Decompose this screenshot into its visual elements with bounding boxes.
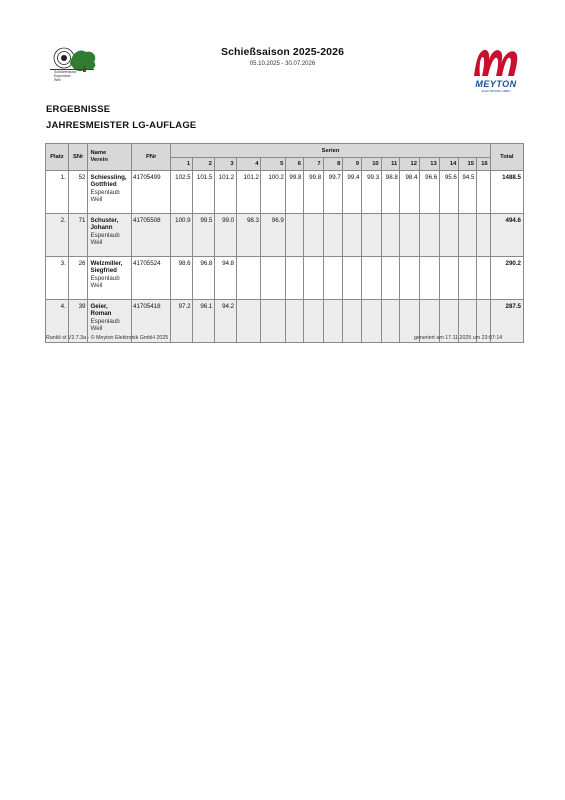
cell-series-score bbox=[476, 214, 490, 257]
shooter-lastname: Schiessling, bbox=[90, 174, 127, 181]
table-row bbox=[46, 257, 524, 300]
cell-series-score: 96.9 bbox=[261, 214, 286, 257]
brand-subtitle: ELEKTRONIK GMBH bbox=[481, 89, 511, 93]
col-header-pnr: PNr bbox=[132, 144, 171, 171]
tree-target-icon bbox=[46, 44, 102, 94]
cell-series-score bbox=[323, 257, 343, 300]
col-header-series-15: 15 bbox=[459, 158, 477, 171]
cell-snr: 71 bbox=[68, 214, 88, 257]
col-header-name-verein bbox=[88, 144, 132, 171]
cell-series-score: 99.0 bbox=[214, 214, 236, 257]
cell-series-score bbox=[381, 214, 400, 257]
shooter-lastname: Geier, bbox=[90, 303, 108, 310]
cell-series-score: 94.5 bbox=[459, 171, 477, 214]
cell-series-score bbox=[323, 300, 343, 343]
col-header-series-12: 12 bbox=[400, 158, 420, 171]
cell-series-score: 101.2 bbox=[214, 171, 236, 214]
cell-series-score: 96.6 bbox=[419, 171, 439, 214]
cell-series-score bbox=[343, 300, 362, 343]
cell-series-score: 97.2 bbox=[171, 300, 193, 343]
club-name: Espenlaub bbox=[90, 317, 120, 325]
club-logo bbox=[46, 44, 102, 94]
title-block bbox=[160, 46, 405, 67]
cell-series-score bbox=[303, 257, 323, 300]
cell-series-score: 102.5 bbox=[171, 171, 193, 214]
cell-snr: 52 bbox=[68, 171, 88, 214]
heading-results: ERGEBNISSE bbox=[46, 104, 111, 115]
col-header-serien: Serien bbox=[171, 144, 490, 158]
cell-series-score bbox=[361, 300, 381, 343]
cell-series-score bbox=[476, 171, 490, 214]
shooter-firstname: Gottfried bbox=[90, 181, 117, 189]
cell-series-score: 99.7 bbox=[323, 171, 343, 214]
col-header-series-2: 2 bbox=[193, 158, 215, 171]
cell-series-score: 95.6 bbox=[439, 171, 459, 214]
col-header-name: Name bbox=[90, 150, 107, 156]
cell-platz: 2. bbox=[46, 214, 69, 257]
cell-platz: 4. bbox=[46, 300, 69, 343]
cell-series-score: 100.2 bbox=[261, 171, 286, 214]
cell-series-score: 94.2 bbox=[214, 300, 236, 343]
cell-series-score: 101.5 bbox=[193, 171, 215, 214]
col-header-series-1: 1 bbox=[171, 158, 193, 171]
cell-series-score bbox=[361, 257, 381, 300]
cell-series-score bbox=[236, 257, 261, 300]
col-header-verein: Verein bbox=[90, 157, 108, 163]
cell-name-verein bbox=[88, 171, 132, 214]
cell-series-score bbox=[286, 257, 304, 300]
cell-series-score bbox=[343, 214, 362, 257]
col-header-snr: SNr bbox=[68, 144, 88, 171]
shooter-lastname: Welzmiller, bbox=[90, 260, 123, 267]
col-header-series-14: 14 bbox=[439, 158, 459, 171]
cell-series-score bbox=[419, 257, 439, 300]
cell-series-score: 99.8 bbox=[286, 171, 304, 214]
table-row bbox=[46, 171, 524, 214]
footer-generated: generiert am 17.11.2025 um 23:07:14 bbox=[414, 335, 503, 341]
cell-series-score: 100.9 bbox=[171, 214, 193, 257]
col-header-series-4: 4 bbox=[236, 158, 261, 171]
cell-series-score bbox=[476, 257, 490, 300]
cell-series-score: 98.3 bbox=[236, 214, 261, 257]
club-name: Espenlaub bbox=[90, 188, 120, 196]
col-header-series-3: 3 bbox=[214, 158, 236, 171]
cell-series-score bbox=[439, 257, 459, 300]
club-name: Espenlaub bbox=[90, 231, 120, 239]
cell-series-score: 96.8 bbox=[193, 257, 215, 300]
cell-series-score: 96.1 bbox=[193, 300, 215, 343]
cell-series-score bbox=[400, 214, 420, 257]
date-range: 05.10.2025 - 30.07.2026 bbox=[249, 61, 316, 67]
cell-snr: 26 bbox=[68, 257, 88, 300]
club-location: Weil bbox=[90, 195, 103, 203]
cell-series-score: 99.3 bbox=[361, 171, 381, 214]
club-logo-text: Schützenbund Espenlaub Weil bbox=[54, 70, 77, 83]
cell-platz: 1. bbox=[46, 171, 69, 214]
cell-series-score bbox=[439, 214, 459, 257]
cell-series-score bbox=[286, 300, 304, 343]
shooter-lastname: Schuster, bbox=[90, 217, 119, 224]
cell-platz: 3. bbox=[46, 257, 69, 300]
cell-series-score bbox=[303, 214, 323, 257]
cell-pnr: 41705524 bbox=[132, 257, 171, 300]
col-header-series-5: 5 bbox=[261, 158, 286, 171]
heading-competition: JAHRESMEISTER LG-AUFLAGE bbox=[46, 120, 197, 131]
cell-pnr: 41705418 bbox=[132, 300, 171, 343]
cell-series-score bbox=[400, 257, 420, 300]
page-title: Schießsaison 2025-2026 bbox=[220, 46, 345, 58]
cell-name-verein bbox=[88, 257, 132, 300]
cell-pnr: 41705499 bbox=[132, 171, 171, 214]
cell-series-score: 99.8 bbox=[303, 171, 323, 214]
cell-name-verein bbox=[88, 214, 132, 257]
cell-total: 1488.5 bbox=[490, 171, 523, 214]
cell-total: 494.6 bbox=[490, 214, 523, 257]
brand-name: MEYTON bbox=[475, 79, 517, 89]
cell-series-score bbox=[459, 214, 477, 257]
cell-series-score bbox=[236, 300, 261, 343]
cell-series-score: 99.5 bbox=[193, 214, 215, 257]
cell-series-score: 98.8 bbox=[381, 171, 400, 214]
col-header-series-11: 11 bbox=[381, 158, 400, 171]
club-name: Espenlaub bbox=[90, 274, 120, 282]
meyton-m-icon bbox=[468, 44, 524, 80]
shooter-firstname: Roman bbox=[90, 310, 112, 318]
cell-snr: 39 bbox=[68, 300, 88, 343]
col-header-platz: Platz bbox=[46, 144, 69, 171]
col-header-series-16: 16 bbox=[476, 158, 490, 171]
cell-series-score: 94.8 bbox=[214, 257, 236, 300]
cell-series-score bbox=[286, 214, 304, 257]
cell-pnr: 41705508 bbox=[132, 214, 171, 257]
col-header-series-9: 9 bbox=[343, 158, 362, 171]
col-header-series-8: 8 bbox=[323, 158, 343, 171]
results-table bbox=[45, 143, 524, 343]
club-location: Weil bbox=[90, 281, 103, 289]
meyton-logo bbox=[468, 44, 524, 96]
cell-series-score bbox=[381, 257, 400, 300]
shooter-firstname: Siegfried bbox=[90, 267, 117, 275]
cell-series-score bbox=[419, 214, 439, 257]
cell-series-score: 99.4 bbox=[343, 171, 362, 214]
cell-series-score bbox=[361, 214, 381, 257]
cell-series-score bbox=[459, 257, 477, 300]
shooter-firstname: Johann bbox=[90, 224, 113, 232]
cell-series-score: 98.6 bbox=[171, 257, 193, 300]
cell-series-score bbox=[343, 257, 362, 300]
cell-series-score bbox=[381, 300, 400, 343]
cell-series-score bbox=[323, 214, 343, 257]
col-header-series-7: 7 bbox=[303, 158, 323, 171]
club-location: Weil bbox=[90, 324, 103, 332]
cell-series-score: 98.4 bbox=[400, 171, 420, 214]
footer-version: Rankli st V2.7.3a - © Meyton Elektronik GmbH 2025 bbox=[46, 335, 169, 341]
cell-series-score bbox=[261, 257, 286, 300]
col-header-total: Total bbox=[490, 144, 523, 171]
col-header-series-6: 6 bbox=[286, 158, 304, 171]
cell-series-score bbox=[261, 300, 286, 343]
cell-total: 287.5 bbox=[490, 300, 523, 343]
cell-series-score bbox=[303, 300, 323, 343]
col-header-series-13: 13 bbox=[419, 158, 439, 171]
table-row bbox=[46, 214, 524, 257]
club-location: Weil bbox=[90, 238, 103, 246]
cell-series-score: 101.2 bbox=[236, 171, 261, 214]
col-header-series-10: 10 bbox=[361, 158, 381, 171]
cell-total: 290.2 bbox=[490, 257, 523, 300]
